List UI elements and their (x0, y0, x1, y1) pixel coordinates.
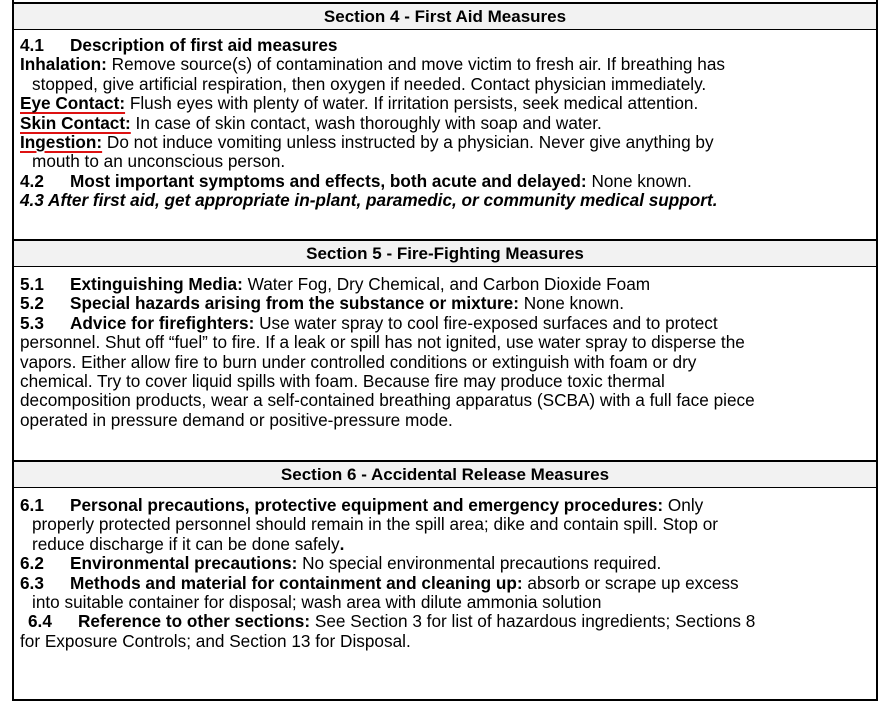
s63-line (20, 574, 870, 593)
section-6-body (20, 496, 870, 651)
section-5-body (20, 275, 870, 430)
s51-title: Extinguishing Media: (70, 274, 243, 294)
s53-text-6: operated in pressure demand or positive-pressure mode. (20, 409, 453, 430)
s61-text-2: properly protected personnel should remain in the spill area; dike and contain spill. Stop or (32, 514, 718, 535)
s53-line (20, 314, 870, 333)
s53-text-2: personnel. Shut off “fuel” to fire. If a leak or spill has not ignited, use water spray to disperse the (20, 332, 745, 353)
inhalation-text-1: Remove source(s) of contamination and move victim to fresh air. If breathing has (106, 54, 725, 75)
ingestion-line-2 (20, 152, 870, 171)
s62-line (20, 554, 870, 573)
s53-text-3: vapors. Either allow fire to burn under controlled conditions or extinguish with foam or dry (20, 351, 697, 372)
s64-text-1: See Section 3 for list of hazardous ingredients; Sections 8 (310, 611, 756, 632)
s64-title: Reference to other sections: (78, 611, 311, 632)
s51-text: Water Fog, Dry Chemical, and Carbon Dioxide Foam (242, 274, 651, 294)
s61-line (20, 496, 870, 515)
s53-line-5 (20, 391, 870, 410)
section-5-title: Section 5 - Fire-Fighting Measures (306, 244, 584, 263)
s53-text-5: decomposition products, wear a self-contained breathing apparatus (SCBA) with a full face piece (20, 390, 755, 411)
s42-text: None known. (586, 170, 692, 191)
s42-number: 4.2 (20, 170, 44, 191)
s62-number: 6.2 (20, 553, 44, 574)
s41-line (20, 36, 870, 55)
section-4-body (20, 36, 870, 211)
s42-title: Most important symptoms and effects, both acute and delayed: (70, 170, 587, 191)
skin-contact-line (20, 114, 870, 133)
s51-line (20, 275, 870, 294)
s52-number: 5.2 (20, 293, 44, 314)
section-4-header (12, 2, 878, 30)
s51-number: 5.1 (20, 274, 44, 294)
inhalation-line-2 (20, 75, 870, 94)
s64-line-2 (20, 632, 870, 651)
section-4-title: Section 4 - First Aid Measures (323, 7, 567, 26)
s63-text-1: absorb or scrape up excess (522, 572, 739, 593)
s63-number: 6.3 (20, 572, 44, 593)
s52-line (20, 294, 870, 313)
s52-title: Special hazards arising from the substance or mixture: (70, 293, 519, 314)
s43-line (20, 191, 870, 210)
s52-text: None known. (518, 293, 625, 314)
s53-line-2 (20, 333, 870, 352)
inhalation-line (20, 55, 870, 74)
s61-line-2 (20, 515, 870, 534)
s62-title: Environmental precautions: (70, 553, 298, 574)
s61-text-3: reduce discharge if it can be done safely (32, 533, 340, 554)
ingestion-text-1: Do not induce vomiting unless instructed by a physician. Never give anything by (102, 132, 714, 153)
s61-line-3 (20, 535, 870, 554)
eye-contact-line (20, 94, 870, 113)
s41-title: Description of first aid measures (70, 35, 338, 55)
s61-title: Personal precautions, protective equipment and emergency procedures: (70, 495, 664, 515)
skin-contact-text: In case of skin contact, wash thoroughly with soap and water. (130, 112, 602, 133)
s62-text: No special environmental precautions required. (297, 553, 662, 574)
s53-text-4: chemical. Try to cover liquid spills with foam. Because fire may produce toxic thermal (20, 371, 665, 392)
skin-contact-label: Skin Contact: (20, 112, 131, 133)
eye-contact-text: Flush eyes with plenty of water. If irritation persists, seek medical attention. (125, 93, 699, 114)
s53-number: 5.3 (20, 312, 44, 333)
s64-line (20, 612, 870, 631)
s53-title: Advice for firefighters: (70, 312, 255, 333)
section-6-header (12, 460, 878, 488)
ingestion-text-2: mouth to an unconscious person. (32, 151, 286, 172)
s63-line-2 (20, 593, 870, 612)
ingestion-label: Ingestion: (20, 132, 103, 153)
s53-line-4 (20, 372, 870, 391)
section-5-header (12, 239, 878, 267)
s64-number: 6.4 (28, 611, 52, 632)
s61-number: 6.1 (20, 495, 44, 515)
inhalation-label: Inhalation: (20, 54, 107, 75)
s42-line (20, 172, 870, 191)
s43-text: 4.3 After first aid, get appropriate in-plant, paramedic, or community medical support. (20, 190, 718, 211)
section-6-title: Section 6 - Accidental Release Measures (280, 465, 610, 484)
s63-title: Methods and material for containment and cleaning up: (70, 572, 523, 593)
s41-number: 4.1 (20, 35, 44, 55)
eye-contact-label: Eye Contact: (20, 93, 126, 114)
s64-text-2: for Exposure Controls; and Section 13 for Disposal. (20, 630, 411, 651)
s53-line-6 (20, 411, 870, 430)
s53-text-1: Use water spray to cool fire-exposed surfaces and to protect (254, 312, 718, 333)
inhalation-text-2: stopped, give artificial respiration, then oxygen if needed. Contact physician immediately. (32, 73, 707, 94)
s53-line-3 (20, 353, 870, 372)
ingestion-line (20, 133, 870, 152)
s61-period: . (339, 533, 345, 554)
s63-text-2: into suitable container for disposal; wash area with dilute ammonia solution (32, 592, 602, 613)
s61-text-1: Only (663, 495, 704, 515)
